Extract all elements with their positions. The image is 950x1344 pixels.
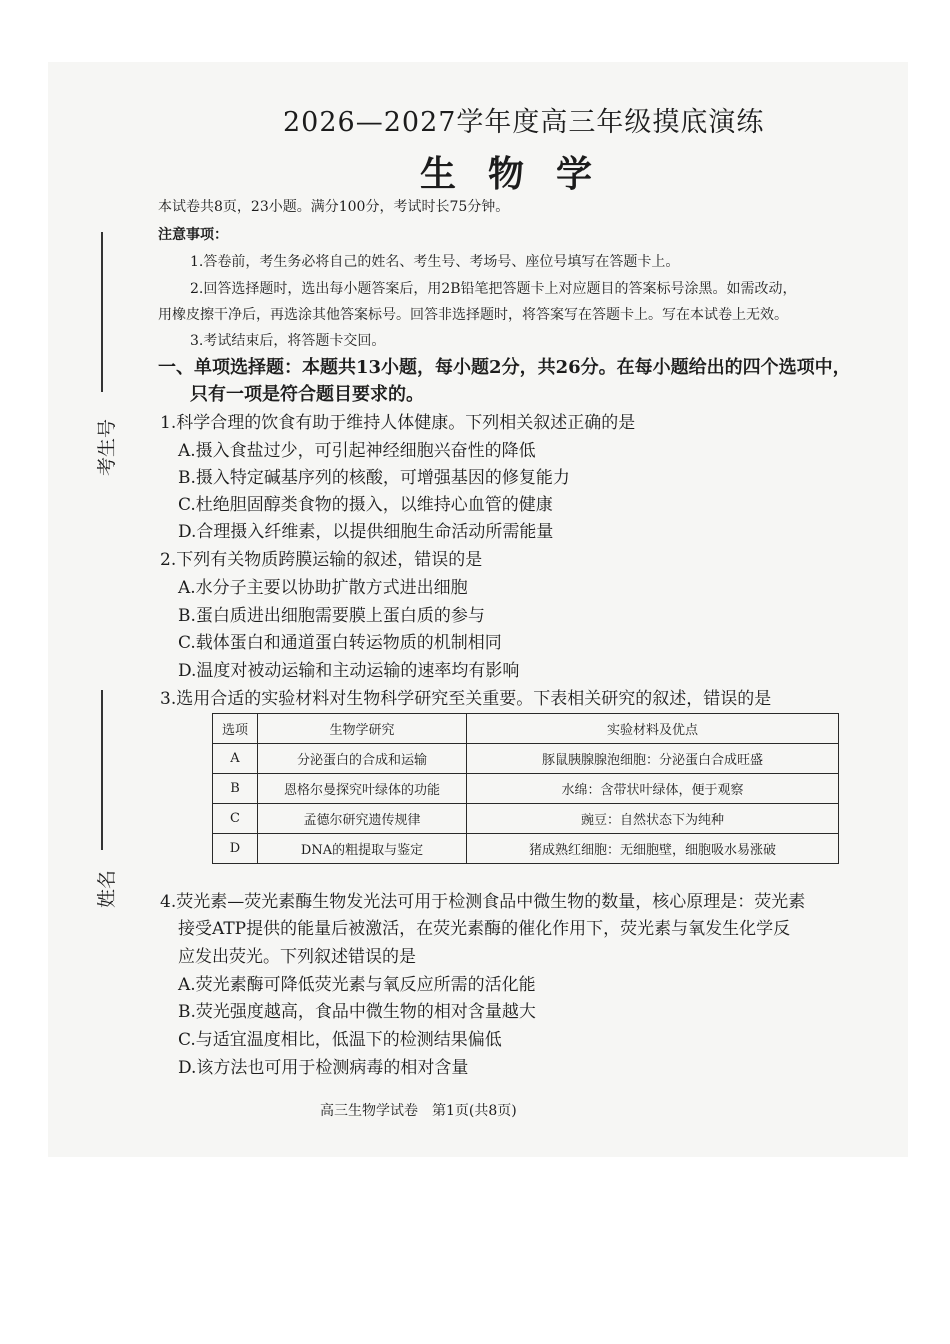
table-row — [213, 834, 839, 864]
question-4-stem-line-2: 接受ATP提供的能量后被激活，在荧光素酶的催化作用下，荧光素与氧发生化学反 — [178, 919, 791, 939]
section-1-heading-cont: 只有一项是符合题目要求的。 — [190, 384, 424, 405]
exam-title: 2026—2027学年度高三年级摸底演练 — [283, 107, 765, 138]
notice-item-3: 3.考试结束后，将答题卡交回。 — [190, 333, 386, 349]
page-footer: 高三生物学试卷 第1页(共8页) — [320, 1103, 517, 1119]
notice-heading: 注意事项： — [158, 227, 228, 243]
table-cell: 恩格尔曼探究叶绿体的功能 — [258, 774, 467, 804]
question-4-option-b: B.荧光强度越高，食品中微生物的相对含量越大 — [178, 1002, 536, 1022]
candidate-no-label: 考生号 — [96, 418, 118, 476]
question-4-stem-line-1: 4.荧光素—荧光素酶生物发光法可用于检测食品中微生物的数量，核心原理是：荧光素 — [160, 892, 806, 912]
table-header-cell: 实验材料及优点 — [467, 714, 839, 744]
question-4-option-c: C.与适宜温度相比，低温下的检测结果偏低 — [178, 1030, 502, 1050]
candidate-no-line — [101, 232, 103, 392]
subject-title: 生物学 — [420, 153, 625, 195]
table-row — [213, 744, 839, 774]
table-cell: D — [213, 834, 258, 864]
table-row — [213, 804, 839, 834]
table-cell: B — [213, 774, 258, 804]
table-cell: 豌豆：自然状态下为纯种 — [467, 804, 839, 834]
question-2-option-a: A.水分子主要以协助扩散方式进出细胞 — [178, 578, 468, 598]
table-cell: DNA的粗提取与鉴定 — [258, 834, 467, 864]
question-4-option-d: D.该方法也可用于检测病毒的相对含量 — [178, 1058, 469, 1078]
table-cell: A — [213, 744, 258, 774]
question-4-stem-line-3: 应发出荧光。下列叙述错误的是 — [178, 947, 416, 967]
experiment-table — [212, 713, 839, 864]
notice-item-1: 1.答卷前，考生务必将自己的姓名、考生号、考场号、座位号填写在答题卡上。 — [190, 254, 680, 270]
question-1-stem: 1.科学合理的饮食有助于维持人体健康。下列相关叙述正确的是 — [160, 413, 636, 433]
notice-item-2-line-1: 2.回答选择题时，选出每小题答案后，用2B铅笔把答题卡上对应题目的答案标号涂黑。如需改动， — [190, 281, 797, 297]
table-cell: 豚鼠胰腺腺泡细胞：分泌蛋白合成旺盛 — [467, 744, 839, 774]
table-header-row — [213, 714, 839, 744]
question-2-option-b: B.蛋白质进出细胞需要膜上蛋白质的参与 — [178, 606, 485, 626]
exam-intro: 本试卷共8页，23小题。满分100分，考试时长75分钟。 — [158, 199, 510, 215]
table-row — [213, 774, 839, 804]
table-header-cell: 生物学研究 — [258, 714, 467, 744]
question-2-stem: 2.下列有关物质跨膜运输的叙述，错误的是 — [160, 550, 483, 570]
section-1-heading: 一、单项选择题：本题共13小题，每小题2分，共26分。在每小题给出的四个选项中， — [158, 357, 851, 378]
table-header-cell: 选项 — [213, 714, 258, 744]
question-2-option-d: D.温度对被动运输和主动运输的速率均有影响 — [178, 661, 520, 681]
table-cell: C — [213, 804, 258, 834]
question-1-option-b: B.摄入特定碱基序列的核酸，可增强基因的修复能力 — [178, 468, 570, 488]
name-label: 姓名 — [96, 869, 118, 908]
table-cell: 水绵：含带状叶绿体，便于观察 — [467, 774, 839, 804]
table-cell: 分泌蛋白的合成和运输 — [258, 744, 467, 774]
notice-item-2-line-2: 用橡皮擦干净后，再选涂其他答案标号。回答非选择题时，将答案写在答题卡上。写在本试卷上无效。 — [158, 307, 788, 323]
table-cell: 孟德尔研究遗传规律 — [258, 804, 467, 834]
question-1-option-c: C.杜绝胆固醇类食物的摄入，以维持心血管的健康 — [178, 495, 553, 515]
question-2-option-c: C.载体蛋白和通道蛋白转运物质的机制相同 — [178, 633, 502, 653]
question-3-stem: 3.选用合适的实验材料对生物科学研究至关重要。下表相关研究的叙述，错误的是 — [160, 689, 772, 709]
table-cell: 猪成熟红细胞：无细胞壁，细胞吸水易涨破 — [467, 834, 839, 864]
name-line — [101, 690, 103, 850]
question-1-option-d: D.合理摄入纤维素，以提供细胞生命活动所需能量 — [178, 522, 554, 542]
question-4-option-a: A.荧光素酶可降低荧光素与氧反应所需的活化能 — [178, 975, 536, 995]
question-1-option-a: A.摄入食盐过少，可引起神经细胞兴奋性的降低 — [178, 441, 536, 461]
